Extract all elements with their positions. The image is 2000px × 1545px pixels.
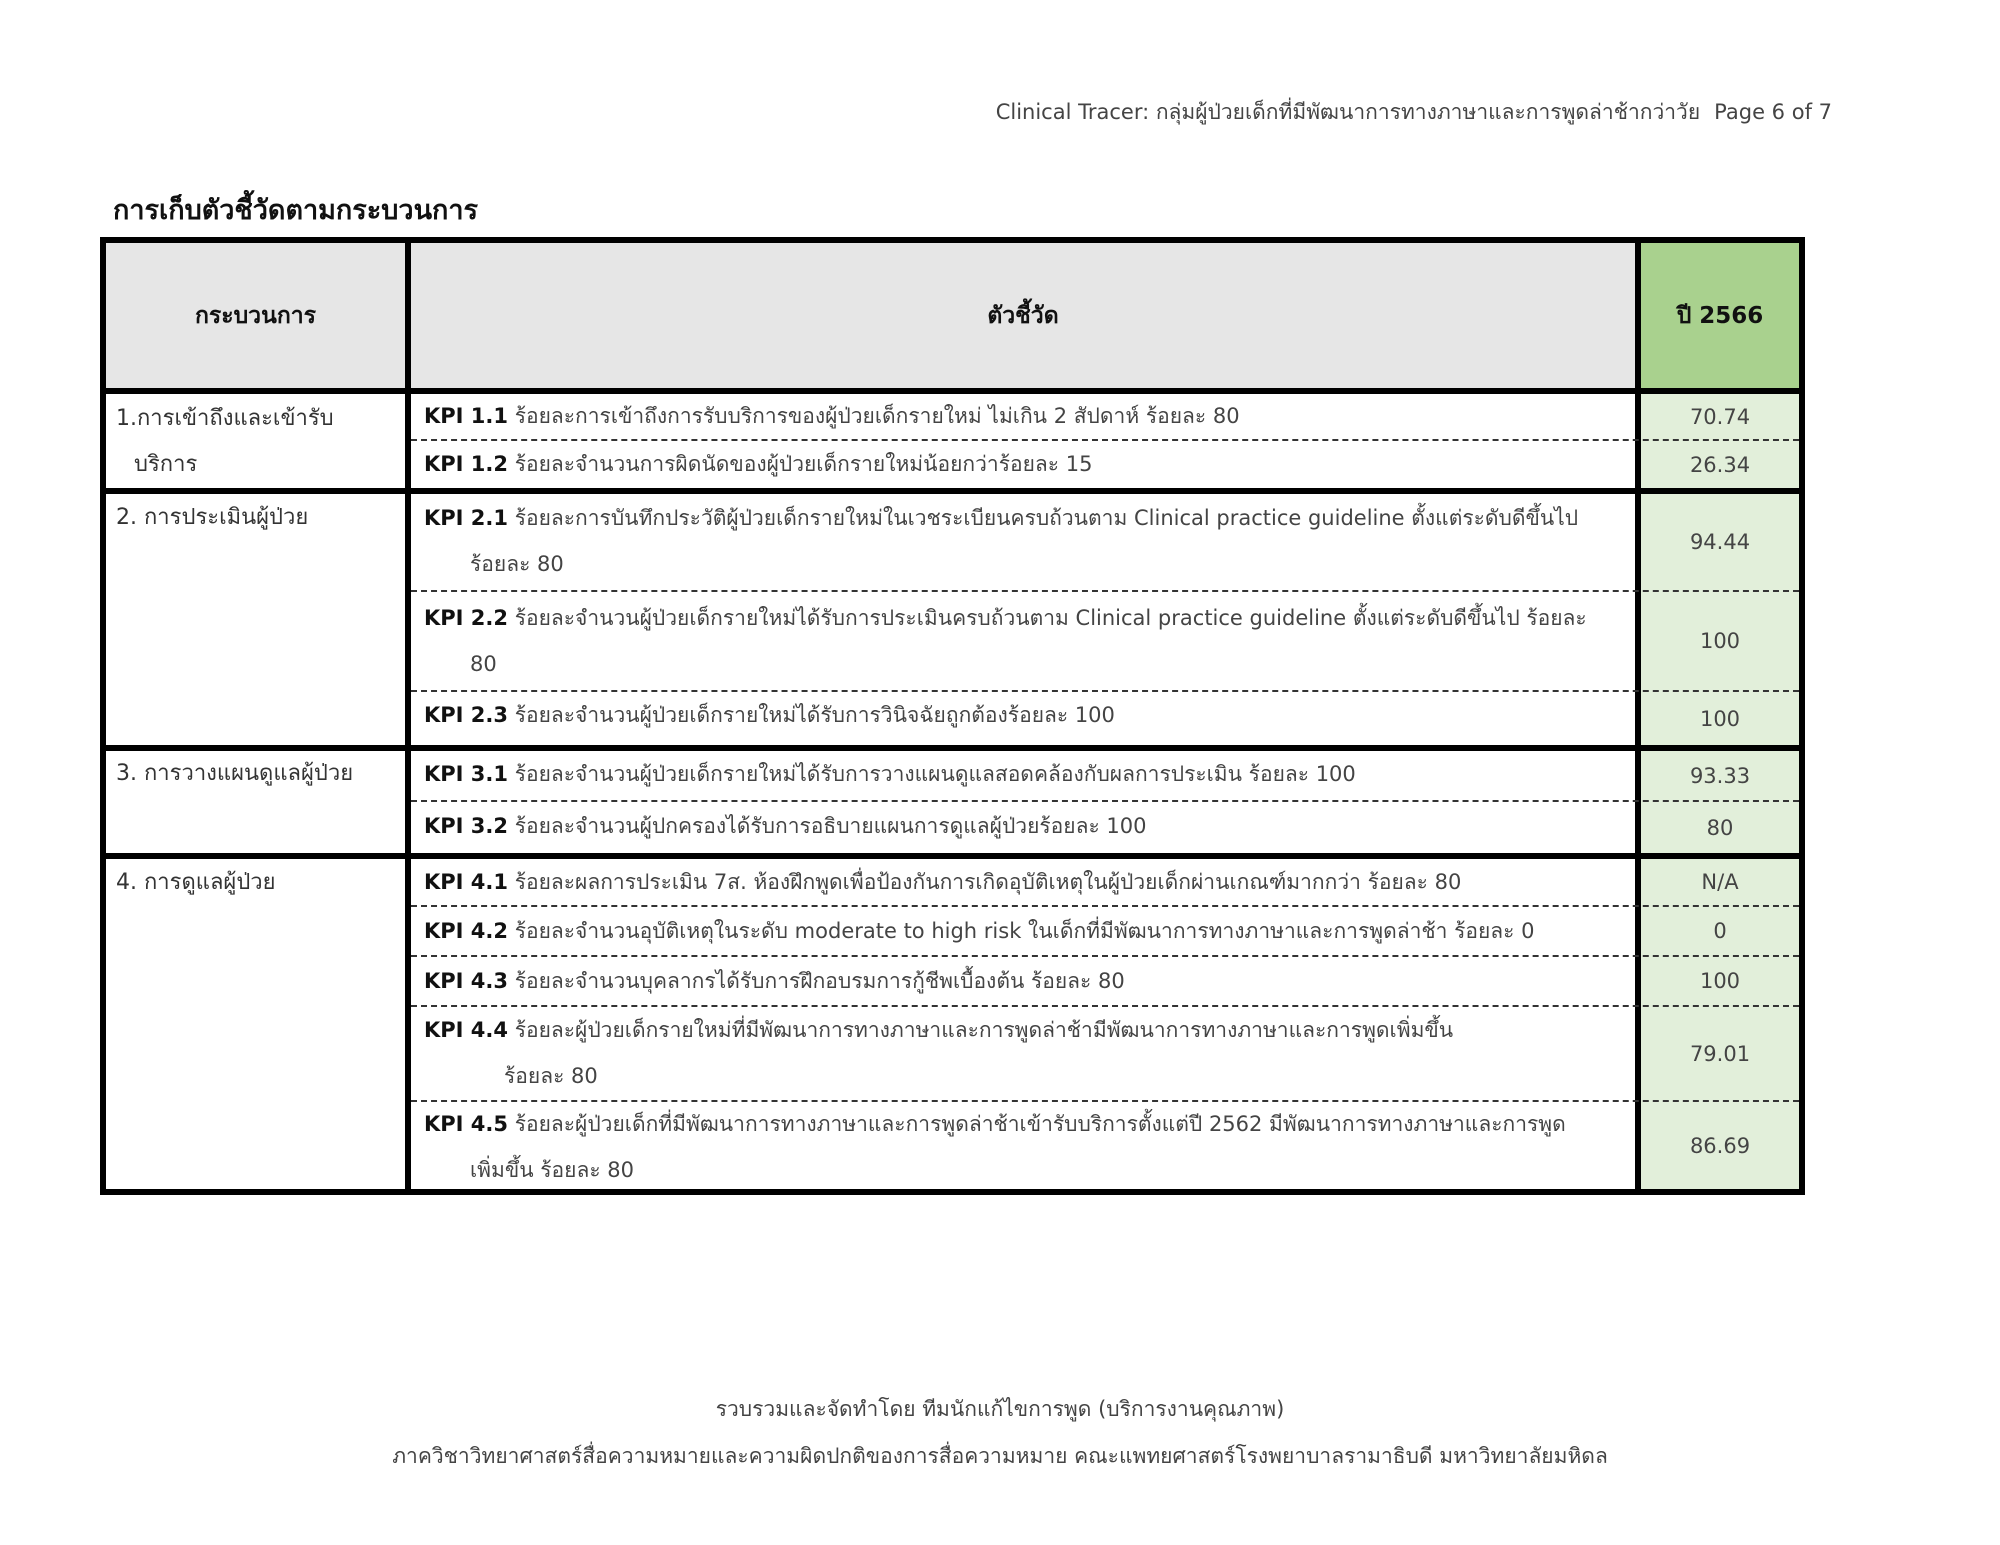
kpi-value: 70.74 — [1689, 404, 1751, 429]
kpi-text-continued: ร้อยละ 80 — [470, 552, 564, 576]
kpi-row — [424, 393, 1629, 439]
kpi-text: ร้อยละจำนวนผู้ป่วยเด็กรายใหม่ได้รับการวินิจฉัยถูกต้องร้อยละ 100 — [514, 703, 1115, 727]
process-label-line: 1.การเข้าถึงและเข้ารับ — [116, 406, 334, 431]
kpi-value: 0 — [1713, 919, 1727, 943]
kpi-value: 100 — [1699, 969, 1741, 993]
column-header-indicator — [411, 243, 1635, 388]
kpi-code: KPI 4.1 — [424, 870, 508, 894]
kpi-value: 80 — [1706, 815, 1734, 840]
kpi-text-continued: ร้อยละ 80 — [504, 1064, 598, 1088]
column-header-process — [106, 243, 405, 388]
kpi-row — [424, 859, 1629, 905]
kpi-value: 94.44 — [1689, 530, 1751, 554]
kpi-text: ร้อยละผู้ป่วยเด็กที่มีพัฒนาการทางภาษาและการพูดล่าช้าเข้ารับบริการตั้งแต่ปี 2562 มีพัฒนาการทางภาษาและการพูด — [514, 1112, 1566, 1136]
section-title: การเก็บตัวชี้วัดตามกระบวนการ — [113, 195, 479, 226]
column-header-year-label: ปี 2566 — [1676, 302, 1764, 329]
column-header-process-label: กระบวนการ — [194, 302, 317, 329]
kpi-table — [100, 237, 1805, 1195]
kpi-value: 93.33 — [1689, 763, 1751, 788]
kpi-text: ร้อยละจำนวนการผิดนัดของผู้ป่วยเด็กรายใหม่น้อยกว่าร้อยละ 15 — [514, 452, 1093, 476]
process-label-line: 3. การวางแผนดูแลผู้ป่วย — [116, 761, 354, 786]
kpi-code: KPI 2.2 — [424, 606, 508, 630]
row-separator — [411, 800, 1799, 802]
row-separator — [411, 590, 1799, 592]
footer-department: ภาควิชาวิทยาศาสตร์สื่อความหมายและความผิดปกติของการสื่อความหมาย คณะแพทยศาสตร์โรงพยาบาลรามาธิบดี มหาวิทยาลัยมหิดล — [392, 1444, 1608, 1468]
kpi-code: KPI 4.5 — [424, 1112, 508, 1136]
kpi-value: 86.69 — [1689, 1133, 1751, 1158]
kpi-text-continued: 80 — [470, 652, 497, 676]
row-separator — [411, 955, 1799, 957]
kpi-code: KPI 4.3 — [424, 969, 508, 993]
page-number: Page 6 of 7 — [1714, 100, 1832, 124]
process-label — [116, 751, 353, 797]
kpi-text: ร้อยละจำนวนบุคลากรได้รับการฝึกอบรมการกู้ชีพเบื้องต้น ร้อยละ 80 — [514, 969, 1125, 993]
kpi-row — [424, 595, 1629, 687]
running-title: Clinical Tracer: กลุ่มผู้ป่วยเด็กที่มีพัฒนาการทางภาษาและการพูดล่าช้ากว่าวัย — [995, 100, 1701, 124]
kpi-code: KPI 2.3 — [424, 703, 508, 727]
process-label — [116, 396, 334, 488]
kpi-text: ร้อยละจำนวนผู้ป่วยเด็กรายใหม่ได้รับการวางแผนดูแลสอดคล้องกับผลการประเมิน ร้อยละ 100 — [514, 762, 1356, 786]
kpi-value: N/A — [1701, 870, 1739, 894]
kpi-text: ร้อยละจำนวนผู้ป่วยเด็กรายใหม่ได้รับการประเมินครบถ้วนตาม Clinical practice guideline ตั้งแต่ระดับดีขึ้นไป ร้อยละ — [514, 606, 1587, 630]
process-label-line: 4. การดูแลผู้ป่วย — [116, 870, 276, 895]
kpi-row — [424, 958, 1629, 1004]
kpi-row — [424, 1007, 1629, 1099]
kpi-row — [424, 908, 1629, 954]
process-label — [116, 495, 308, 541]
kpi-code: KPI 3.1 — [424, 762, 508, 786]
row-separator — [411, 905, 1799, 907]
kpi-row — [424, 441, 1629, 487]
kpi-value: 100 — [1699, 706, 1741, 731]
kpi-value: 26.34 — [1689, 452, 1751, 477]
process-label — [116, 860, 276, 906]
kpi-row — [424, 803, 1629, 849]
kpi-text-continued: เพิ่มขึ้น ร้อยละ 80 — [470, 1158, 634, 1182]
kpi-code: KPI 1.1 — [424, 404, 508, 428]
kpi-text: ร้อยละผู้ป่วยเด็กรายใหม่ที่มีพัฒนาการทางภาษาและการพูดล่าช้ามีพัฒนาการทางภาษาและการพูดเพิ่มขึ้น — [514, 1018, 1454, 1042]
kpi-text: ร้อยละผลการประเมิน 7ส. ห้องฝึกพูดเพื่อป้องกันการเกิดอุบัติเหตุในผู้ป่วยเด็กผ่านเกณฑ์มากกว่า ร้อยละ 80 — [514, 870, 1462, 894]
divider — [106, 488, 1799, 494]
kpi-text: ร้อยละจำนวนผู้ปกครองได้รับการอธิบายแผนการดูแลผู้ป่วยร้อยละ 100 — [514, 814, 1147, 838]
kpi-code: KPI 3.2 — [424, 814, 508, 838]
process-label-line: 2. การประเมินผู้ป่วย — [116, 505, 309, 530]
column-header-year — [1641, 243, 1799, 388]
kpi-text: ร้อยละการบันทึกประวัติผู้ป่วยเด็กรายใหม่ในเวชระเบียนครบถ้วนตาม Clinical practice guideline ตั้งแต่ระดับดีขึ้นไป — [514, 506, 1579, 530]
process-label-line: บริการ — [134, 452, 198, 477]
footer-credit: รวบรวมและจัดทำโดย ทีมนักแก้ไขการพูด (บริการงานคุณภาพ) — [715, 1397, 1285, 1421]
kpi-row — [424, 1101, 1629, 1193]
kpi-text: ร้อยละจำนวนอุบัติเหตุในระดับ moderate to high risk ในเด็กที่มีพัฒนาการทางภาษาและการพูดล่าช้า ร้อยละ 0 — [514, 919, 1535, 943]
kpi-row — [424, 495, 1629, 587]
kpi-code: KPI 4.2 — [424, 919, 508, 943]
kpi-value: 100 — [1699, 629, 1741, 653]
kpi-code: KPI 4.4 — [424, 1018, 508, 1042]
kpi-code: KPI 1.2 — [424, 452, 508, 476]
kpi-row — [424, 751, 1629, 797]
kpi-value: 79.01 — [1689, 1041, 1751, 1066]
column-header-indicator-label: ตัวชี้วัด — [987, 302, 1059, 329]
divider — [405, 243, 411, 1189]
running-header — [996, 96, 1832, 129]
kpi-row — [424, 692, 1629, 738]
kpi-code: KPI 2.1 — [424, 506, 508, 530]
kpi-text: ร้อยละการเข้าถึงการรับบริการของผู้ป่วยเด็กรายใหม่ ไม่เกิน 2 สัปดาห์ ร้อยละ 80 — [514, 404, 1240, 428]
